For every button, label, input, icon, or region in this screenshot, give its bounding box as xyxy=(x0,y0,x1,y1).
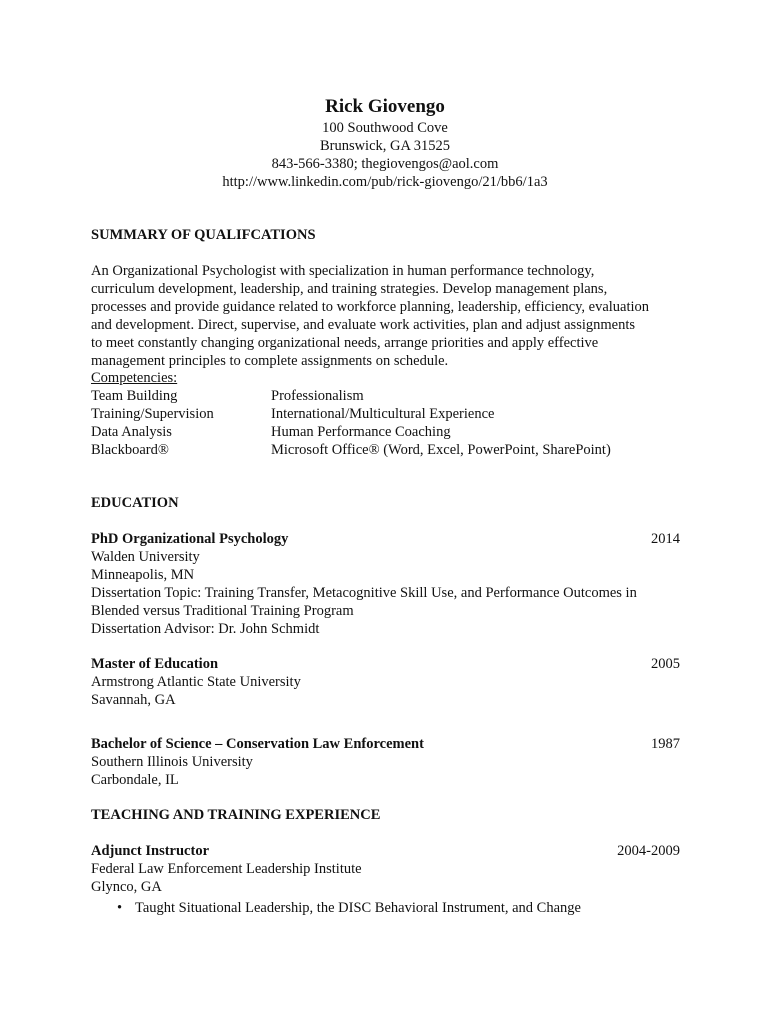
competency-item: Professionalism xyxy=(271,388,364,404)
school-name: Armstrong Atlantic State University xyxy=(91,674,301,690)
job-location: Glynco, GA xyxy=(91,879,162,895)
school-location: Carbondale, IL xyxy=(91,772,179,788)
dissertation-topic: Dissertation Topic: Training Transfer, Metacognitive Skill Use, and Performance Outcomes in xyxy=(91,585,637,601)
degree-year: 2014 xyxy=(651,531,680,547)
degree-year: 2005 xyxy=(651,656,680,672)
competency-item: Human Performance Coaching xyxy=(271,424,451,440)
profile-url[interactable]: http://www.linkedin.com/pub/rick-giovengo/21/bb6/1a3 xyxy=(222,174,548,190)
competencies-label: Competencies: xyxy=(91,370,178,386)
degree-title: PhD Organizational Psychology xyxy=(91,531,289,547)
dissertation-topic-cont: Blended versus Traditional Training Program xyxy=(91,603,354,619)
degree-year: 1987 xyxy=(651,736,680,752)
job-years: 2004-2009 xyxy=(617,843,680,859)
competency-item: International/Multicultural Experience xyxy=(271,406,495,422)
school-location: Savannah, GA xyxy=(91,692,176,708)
school-name: Walden University xyxy=(91,549,200,565)
job-duty-item: Taught Situational Leadership, the DISC Behavioral Instrument, and Change xyxy=(135,900,581,916)
summary-line: and development. Direct, supervise, and evaluate work activities, plan and adjust assignments xyxy=(91,317,635,333)
job-title: Adjunct Instructor xyxy=(91,843,210,859)
teaching-heading: TEACHING AND TRAINING EXPERIENCE xyxy=(91,807,381,823)
competency-item: Training/Supervision xyxy=(91,406,214,422)
summary-line: management principles to complete assignments on schedule. xyxy=(91,353,449,369)
summary-line: to meet constantly changing organizational needs, arrange priorities and apply effective xyxy=(91,335,599,351)
address-line-2: Brunswick, GA 31525 xyxy=(319,138,451,154)
summary-line: An Organizational Psychologist with specialization in human performance technology, xyxy=(91,263,595,279)
contact-line: 843-566-3380; thegiovengos@aol.com xyxy=(271,156,499,172)
job-organization: Federal Law Enforcement Leadership Institute xyxy=(91,861,362,877)
dissertation-advisor: Dissertation Advisor: Dr. John Schmidt xyxy=(91,621,320,637)
competency-item: Data Analysis xyxy=(91,424,172,440)
summary-line: processes and provide guidance related to workforce planning, leadership, efficiency, evaluation xyxy=(91,299,650,315)
degree-title: Master of Education xyxy=(91,656,219,672)
degree-title: Bachelor of Science – Conservation Law Enforcement xyxy=(91,736,424,752)
competency-item: Microsoft Office® (Word, Excel, PowerPoint, SharePoint) xyxy=(271,442,611,458)
summary-heading: SUMMARY OF QUALIFCATIONS xyxy=(91,227,316,243)
school-location: Minneapolis, MN xyxy=(91,567,195,583)
competency-item: Blackboard® xyxy=(91,442,169,458)
address-line-1: 100 Southwood Cove xyxy=(322,120,448,136)
education-heading: EDUCATION xyxy=(91,495,179,511)
applicant-name: Rick Giovengo xyxy=(325,96,445,117)
summary-line: curriculum development, leadership, and training strategies. Develop management plans, xyxy=(91,281,608,297)
school-name: Southern Illinois University xyxy=(91,754,253,770)
bullet-icon: • xyxy=(117,900,123,916)
competency-item: Team Building xyxy=(91,388,178,404)
